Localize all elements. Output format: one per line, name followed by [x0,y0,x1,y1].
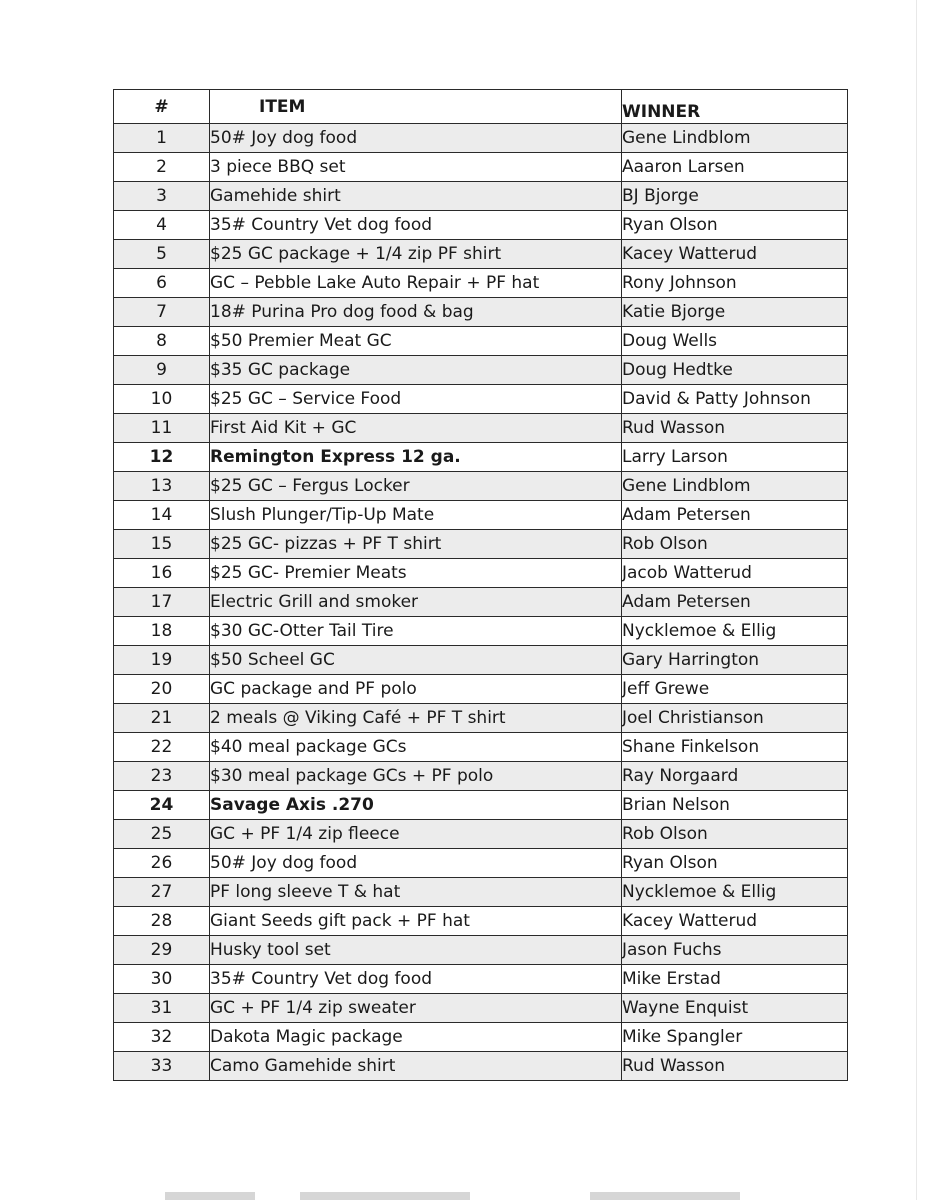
table-row [114,646,848,675]
table-row [114,878,848,907]
row-item: 3 piece BBQ set [210,153,622,182]
header-item: ITEM [210,90,622,124]
table-row [114,356,848,385]
row-winner: Adam Petersen [622,588,848,617]
table-row [114,182,848,211]
row-item: $25 GC- pizzas + PF T shirt [210,530,622,559]
table-row [114,965,848,994]
row-winner: Mike Spangler [622,1023,848,1052]
table-row [114,472,848,501]
row-number: 14 [114,501,210,530]
row-item: $50 Scheel GC [210,646,622,675]
table-row [114,124,848,153]
row-winner: Nycklemoe & Ellig [622,617,848,646]
row-item: 35# Country Vet dog food [210,211,622,240]
row-number: 19 [114,646,210,675]
row-number: 31 [114,994,210,1023]
cut-off-text-fragment [300,1192,470,1200]
row-winner: Ray Norgaard [622,762,848,791]
row-winner: BJ Bjorge [622,182,848,211]
row-number: 1 [114,124,210,153]
table-row [114,733,848,762]
header-winner: WINNER [622,90,848,124]
table-row [114,559,848,588]
row-winner: Joel Christianson [622,704,848,733]
row-number: 15 [114,530,210,559]
row-number: 8 [114,327,210,356]
row-number: 11 [114,414,210,443]
row-number: 22 [114,733,210,762]
row-number: 33 [114,1052,210,1081]
row-winner: Rony Johnson [622,269,848,298]
table-row [114,1052,848,1081]
row-item: 50# Joy dog food [210,849,622,878]
row-number: 26 [114,849,210,878]
row-number: 13 [114,472,210,501]
row-item: $50 Premier Meat GC [210,327,622,356]
table-row [114,994,848,1023]
row-winner: Doug Hedtke [622,356,848,385]
row-item: Savage Axis .270 [210,791,622,820]
row-item: Giant Seeds gift pack + PF hat [210,907,622,936]
row-item: $30 GC-Otter Tail Tire [210,617,622,646]
row-winner: Larry Larson [622,443,848,472]
row-winner: Wayne Enquist [622,994,848,1023]
row-winner: Kacey Watterud [622,240,848,269]
table-row [114,1023,848,1052]
table-row [114,704,848,733]
row-winner: Ryan Olson [622,211,848,240]
row-item: Electric Grill and smoker [210,588,622,617]
table-row [114,211,848,240]
row-number: 5 [114,240,210,269]
table-header-row [114,90,848,124]
row-winner: Gene Lindblom [622,124,848,153]
row-number: 4 [114,211,210,240]
table-row [114,907,848,936]
row-number: 7 [114,298,210,327]
row-item: $30 meal package GCs + PF polo [210,762,622,791]
row-number: 27 [114,878,210,907]
row-winner: Rud Wasson [622,414,848,443]
row-item: $40 meal package GCs [210,733,622,762]
row-winner: Adam Petersen [622,501,848,530]
row-number: 29 [114,936,210,965]
row-item: 2 meals @ Viking Café + PF T shirt [210,704,622,733]
row-winner: Jason Fuchs [622,936,848,965]
table-row [114,936,848,965]
row-winner: Rud Wasson [622,1052,848,1081]
row-number: 9 [114,356,210,385]
table-body [114,124,848,1081]
row-number: 23 [114,762,210,791]
row-winner: Gene Lindblom [622,472,848,501]
table-row [114,298,848,327]
row-winner: Jeff Grewe [622,675,848,704]
cut-off-text-fragment [590,1192,740,1200]
row-item: Gamehide shirt [210,182,622,211]
table-row [114,269,848,298]
row-number: 18 [114,617,210,646]
table-row [114,414,848,443]
table-row [114,675,848,704]
table-row [114,443,848,472]
table-row [114,240,848,269]
raffle-winners-table [113,89,848,1081]
table-row [114,849,848,878]
header-number: # [114,90,210,124]
row-item: GC – Pebble Lake Auto Repair + PF hat [210,269,622,298]
row-item: Dakota Magic package [210,1023,622,1052]
row-number: 17 [114,588,210,617]
row-winner: David & Patty Johnson [622,385,848,414]
row-number: 32 [114,1023,210,1052]
row-item: PF long sleeve T & hat [210,878,622,907]
table-row [114,385,848,414]
row-item: GC + PF 1/4 zip fleece [210,820,622,849]
row-item: Husky tool set [210,936,622,965]
row-winner: Shane Finkelson [622,733,848,762]
row-winner: Aaaron Larsen [622,153,848,182]
row-winner: Ryan Olson [622,849,848,878]
row-winner: Nycklemoe & Ellig [622,878,848,907]
row-item: $25 GC – Service Food [210,385,622,414]
row-item: 18# Purina Pro dog food & bag [210,298,622,327]
row-item: GC + PF 1/4 zip sweater [210,994,622,1023]
table-row [114,153,848,182]
row-item: $25 GC- Premier Meats [210,559,622,588]
row-item: $35 GC package [210,356,622,385]
table-row [114,501,848,530]
table-row [114,820,848,849]
row-winner: Mike Erstad [622,965,848,994]
row-winner: Kacey Watterud [622,907,848,936]
row-number: 10 [114,385,210,414]
row-item: First Aid Kit + GC [210,414,622,443]
cut-off-text-fragment [165,1192,255,1200]
row-winner: Rob Olson [622,530,848,559]
row-item: GC package and PF polo [210,675,622,704]
table-row [114,791,848,820]
table-row [114,617,848,646]
row-item: 35# Country Vet dog food [210,965,622,994]
row-number: 28 [114,907,210,936]
table-row [114,762,848,791]
row-number: 3 [114,182,210,211]
row-number: 21 [114,704,210,733]
row-winner: Rob Olson [622,820,848,849]
row-item: $25 GC package + 1/4 zip PF shirt [210,240,622,269]
row-item: 50# Joy dog food [210,124,622,153]
row-number: 12 [114,443,210,472]
row-number: 2 [114,153,210,182]
row-item: Remington Express 12 ga. [210,443,622,472]
row-winner: Brian Nelson [622,791,848,820]
table-row [114,327,848,356]
row-winner: Gary Harrington [622,646,848,675]
row-winner: Katie Bjorge [622,298,848,327]
row-number: 6 [114,269,210,298]
row-item: $25 GC – Fergus Locker [210,472,622,501]
row-number: 25 [114,820,210,849]
table-row [114,530,848,559]
row-number: 16 [114,559,210,588]
table-row [114,588,848,617]
page-edge-shadow [916,0,917,1200]
row-winner: Jacob Watterud [622,559,848,588]
row-item: Camo Gamehide shirt [210,1052,622,1081]
row-number: 24 [114,791,210,820]
row-number: 30 [114,965,210,994]
row-winner: Doug Wells [622,327,848,356]
row-number: 20 [114,675,210,704]
row-item: Slush Plunger/Tip-Up Mate [210,501,622,530]
